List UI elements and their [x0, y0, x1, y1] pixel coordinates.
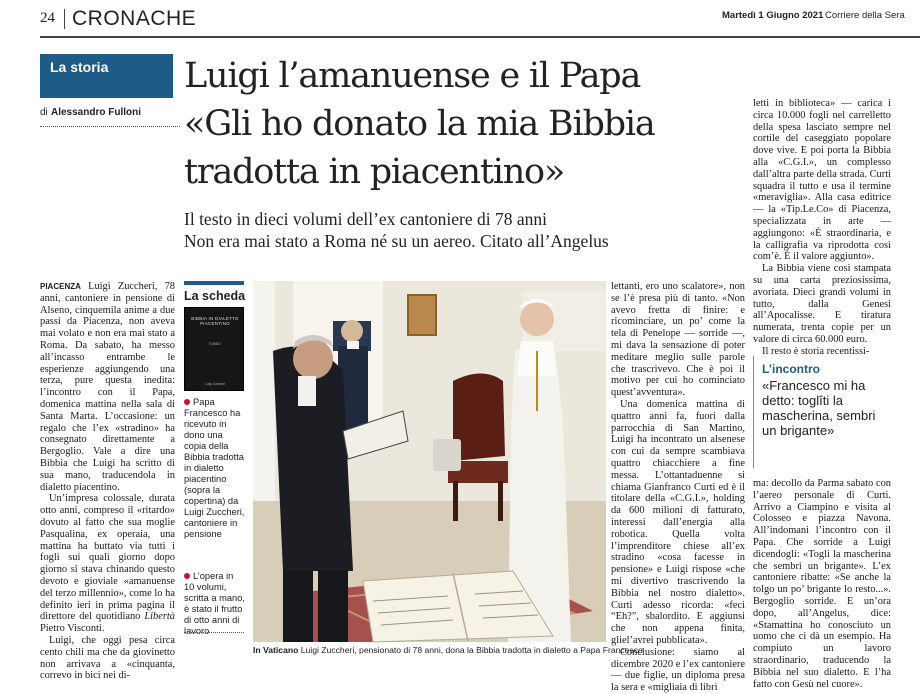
col1-para-2: Un’impresa colossale, durata otto anni, compreso il «ritardo» dovuto al fatto che sua moglie Pasqualina, ex operaia, una mattina ha buttato via tutti i fogli sui quali giorno dopo giorno si stava chinando questo devoto e gioviale «amanuense del terzo millennio», come lo ha definito ieri in prima pagina il direttore del quotidiano — [40, 493, 175, 623]
story-label: La storia — [50, 59, 109, 75]
headline — [184, 52, 784, 196]
article-column-5-top — [753, 98, 891, 357]
photo-caption — [253, 645, 643, 656]
scheda-item-1-text: Papa Francesco ha ricevuto in dono una copia della Bibbia tradotta in dialetto piacentino (sopra la copertina) da Luigi Zuccheri, cantoniere in pensione — [184, 397, 245, 539]
issue-date: Martedì 1 Giugno 2021 — [722, 10, 824, 21]
byline-author: Alessandro Fulloni — [50, 107, 141, 118]
headline-line-2: «Gli ho donato la mia Bibbia — [184, 104, 655, 144]
headline-line-1: Luigi l’amanuense e il Papa — [184, 56, 641, 96]
story-label-box — [40, 54, 173, 98]
article-column-5-bottom — [753, 478, 891, 690]
subhead — [184, 208, 744, 252]
scheda-top-rule — [184, 281, 244, 285]
col1-para-1: Luigi Zuccheri, 78 anni, cantoniere in pensione di Alseno, cinquemila anime a due passi da Piacenza, non aveva mai volato e non era mai stato a Roma. Da sabato, ha messo all’incasso entrambe le esperienze aggiungendo una terza, pure questa inedita: l’incontro con il Papa, domenica mattina nella sala di Santa Marta. L’occasione: un regalo che l’ex «stradino» ha consegnato direttamente a Bergoglio. Vale a dire una Bibbia che Luigi ha scritto di sua mano, traducendola in dialetto piacentino. — [40, 281, 175, 493]
scheda-bottom-rule — [184, 632, 244, 633]
bible-cover-author: Luigi Zuccheri — [205, 382, 225, 386]
scheda-item-2 — [184, 571, 246, 637]
col5-para-4: ma: decollo da Parma sabato con l’aereo personale di Curti. Arrivo a Ciampino e visita al Colosseo e piazza Navona. All’indomani l’incontro con il Papa. Che sorride a Luigi dicendogli: «Togli la mascherina che sembri un brigante». L’ex cantoniere ribatte: «Se anche la tolgo un po’ brigante lo resto...». Bergoglio sorride. E un’ora dopo, all’Angelus, dice: «Stamattina ho conosciuto un uomo che ci dà un esempio. Ha compiuto un lavoro straordinario, traducendo la Bibbia nel suo dialetto. E l’ha fatto con Gesù nel cuore». — [753, 478, 891, 690]
col4-para-2: Una domenica mattina di quattro anni fa, fuori dalla parrocchia di San Martino, Luigi ha incontrato un alsenese con cui da sempre scambiava quattro chiacchiere a fine messa. L’ottantaduenne si chiama Gianfranco Curti ed è il titolare della «C.G.I.», holding da 600 milioni di fatturato, interessi dall’energia alla robotica. Quella volta l’imprenditore chiese all’ex stradino «cosa facesse in pensione» e Luigi rispose «che mi divertivo trascrivendo la Bibbia nel nostro dialetto». Curti adesso ricorda: «feci “Eh?”, sbalordito. E aggiunsi che non appena finita, gliel’avrei pubblicata». — [611, 398, 745, 646]
page-header — [0, 0, 920, 38]
incontro-quote: «Francesco mi ha detto: toglîti la mascherina, sembri un brigante» — [762, 378, 876, 438]
main-photo — [253, 281, 606, 642]
scheda-label: La scheda — [184, 289, 246, 303]
header-rule — [40, 36, 920, 38]
newspaper-name: Corriere della Sera — [825, 10, 905, 21]
bible-cover-image — [184, 307, 244, 391]
col5-para-3: Il resto è storia recentissi- — [762, 345, 870, 357]
bullet-red-2 — [184, 573, 190, 579]
bullet-red-1 — [184, 399, 190, 405]
scheda-item-1 — [184, 397, 246, 540]
subhead-line-2: Non era mai stato a Roma né su un aereo. Citato all’Angelus — [184, 231, 609, 251]
byline — [40, 107, 180, 118]
headline-line-3: tradotta in piacentino» — [184, 152, 565, 192]
subhead-line-1: Il testo in dieci volumi dell’ex cantoniere di 78 anni — [184, 209, 548, 229]
article-column-4 — [611, 281, 745, 694]
page-number: 24 — [40, 10, 55, 26]
col1-para-2-end: Pietro Visconti. — [40, 623, 105, 635]
caption-text: Luigi Zuccheri, pensionato di 78 anni, dona la Bibbia tradotta in dialetto a Papa Francesco — [300, 645, 643, 655]
bible-cover-title: BIBBIA IN DIALETTO PIACENTINO — [191, 316, 239, 327]
col4-para-3: Conclusione: siamo al dicembre 2020 e l’ex cantoniere — due figlie, un diploma presa la sera e «migliaia di libri — [611, 646, 745, 694]
scheda-item-2-text: L’opera in 10 volumi, scritta a mano, è stato il frutto di otto anni di lavoro — [184, 571, 245, 636]
dateline: PIACENZA — [40, 282, 81, 291]
col4-para-1: lettanti, ero uno scalatore», non se l’è presa più di tanto. «Non avevo fretta di finire: e ricominciare, un po’ come la tela di Penelope — sorride —, mi dava la sensazione di poter meditare meglio sulle parole che trascrivevo. Che è poi il motivo per cui ho cominciato quest’avventura». — [611, 281, 745, 399]
caption-bold: In Vaticano — [253, 645, 299, 655]
byline-rule — [40, 126, 180, 127]
col5-para-1: letti in biblioteca» — carica i circa 10.000 fogli nel carrelletto della spesa lasciato sempre nel cortile del caseggiato popolare dove vive. E poi porta la Bibbia alla «C.G.I.», un complesso dall’altra parte della strada. Curti squadra il tutto e usa il termine «meraviglia». Alla casa editrice — la «Tip.Le.Co» di Piacenza, specializzata in arte — aggiungono: «È straordinaria, e la calligrafia va riprodotta così com’è. È il valore aggiunto». — [753, 98, 891, 263]
article-column-1 — [40, 281, 175, 682]
byline-prefix: di — [40, 107, 48, 118]
col1-para-3: Luigi, che oggi pesa circa cento chili ma che da giovinetto non arrivava a «cinquanta, correvo in bici nei di- — [40, 634, 175, 682]
bible-cover-volume: TOMO I — [208, 342, 222, 346]
newspaper-ref: Libertà — [144, 611, 175, 623]
incontro-label: L’incontro — [762, 362, 820, 376]
incontro-box — [753, 356, 893, 468]
col5-para-2: La Bibbia viene così stampata su una carta preziosissima, avoriata. Dieci grandi volumi in tutto, dalla Genesi all’Apocalisse. E tiratura numerata, trenta copie per un valore di circa 60.000 euro. — [753, 263, 891, 345]
section-name: CRONACHE — [72, 7, 197, 30]
header-divider — [64, 9, 65, 29]
photo-illustration — [253, 281, 606, 642]
